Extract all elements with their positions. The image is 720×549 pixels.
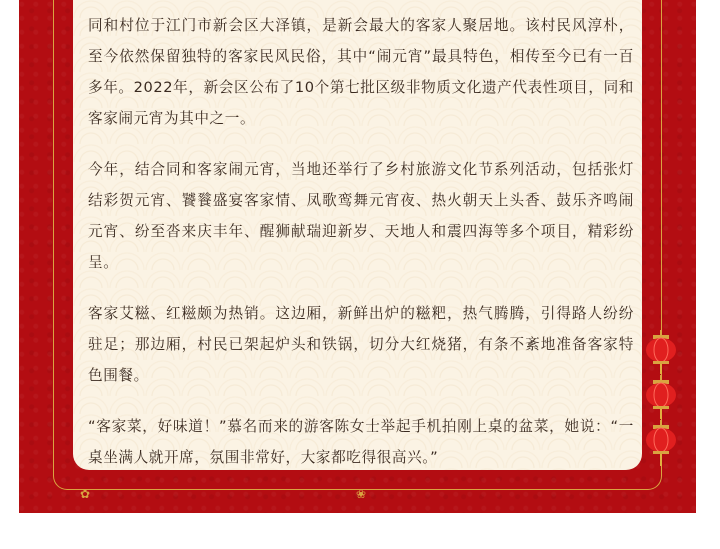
gold-knot-icon: ❀	[356, 487, 367, 501]
gold-knot-icon: ✿	[80, 487, 91, 501]
paragraph-1: 同和村位于江门市新会区大泽镇，是新会最大的客家人聚居地。该村民风淳朴，至今依然保留独特的客家民风民俗，其中“闹元宵”最具特色，相传至今已有一百多年。2022年，新会区公布了10个第七批区级非物质文化遗产代表性项目，同和客家闹元宵为其中之一。	[88, 17, 634, 127]
lantern-icon	[641, 330, 681, 375]
paragraph-2: 今年，结合同和客家闹元宵，当地还举行了乡村旅游文化节系列活动，包括张灯结彩贺元宵、饕餮盛宴客家情、凤歌鸾舞元宵夜、热火朝天上头香、鼓乐齐鸣闹元宵、纷至沓来庆丰年、醒狮献瑞迎新岁、天地人和震四海等多个项目，精彩纷呈。	[88, 161, 634, 271]
lantern-icon	[641, 420, 681, 468]
paragraph-3: 客家艾糍、红糍颇为热销。这边厢，新鲜出炉的糍粑，热气腾腾，引得路人纷纷驻足；那边厢，村民已架起炉头和铁锅，切分大红烧猪，有条不紊地准备客家特色围餐。	[88, 305, 634, 384]
article-body	[88, 10, 634, 493]
paragraph-4: “客家菜，好味道！”慕名而来的游客陈女士举起手机拍刚上桌的盆菜，她说：“一桌坐满人就开席，氛围非常好，大家都吃得很高兴。”	[88, 418, 634, 466]
lantern-icon	[641, 375, 681, 420]
